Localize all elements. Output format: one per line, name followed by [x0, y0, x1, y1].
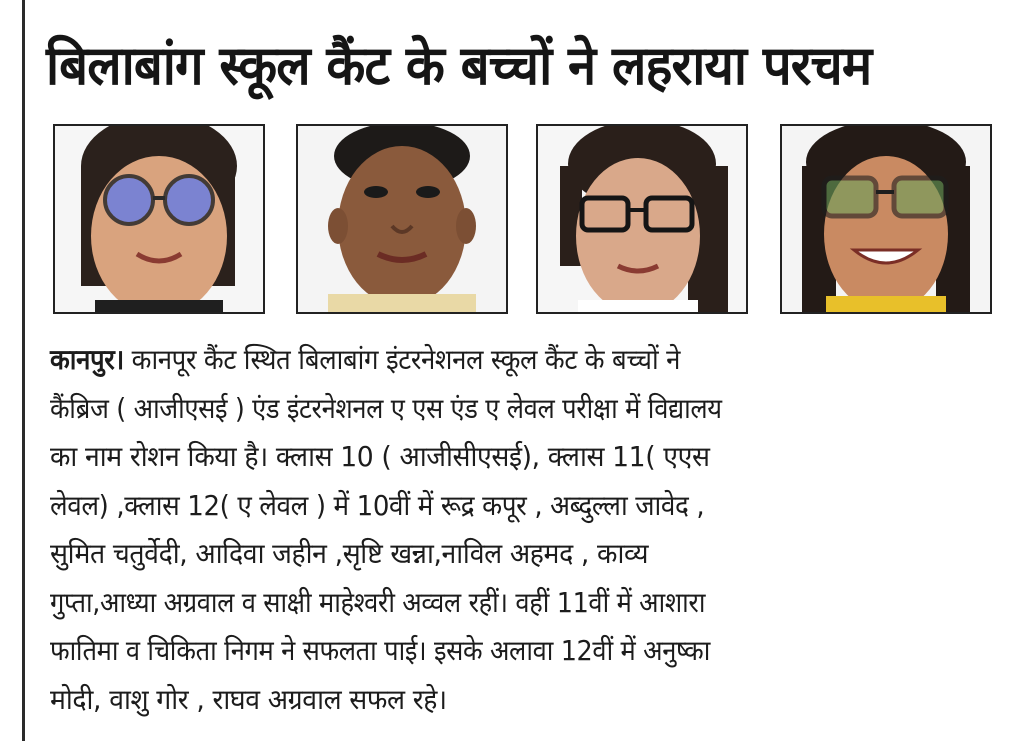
student-portrait-boy-icon: [298, 126, 506, 312]
article-line-1: [50, 336, 924, 385]
student-portrait-girl-glasses-icon: [55, 126, 263, 312]
cropped-next-text: [40, 735, 1000, 741]
student-photo-4: [780, 124, 992, 314]
student-photo-1: [53, 124, 265, 314]
student-portrait-girl-glasses-icon: [782, 126, 990, 312]
article-line-5: सुमित चतुर्वेदी, आदिवा जहीन ,सृष्टि खन्ना,नाविल अहमद , काव्य: [50, 537, 649, 570]
article-line-4: लेवल) ,क्लास 12( ए लेवल ) में 10वीं में रूद्र कपूर , अब्दुल्ला जावेद ,: [50, 488, 705, 522]
article-line-7: फातिमा व चिकिता निगम ने सफलता पाई। इसके अलावा 12वीं में अनुष्का: [50, 634, 710, 667]
article-text: कानपूर कैंट स्थित बिलाबांग इंटरनेशनल स्कूल कैंट के बच्चों ने: [123, 343, 681, 376]
dateline: कानपुर।: [50, 343, 124, 376]
cropped-previous-text: [60, 0, 600, 8]
article-line-2: कैंब्रिज ( आजीएसई ) एंड इंटरनेशनल ए एस एंड ए लेवल परीक्षा में विद्यालय: [50, 391, 722, 425]
article-body: [50, 336, 1000, 724]
column-rule: [22, 0, 25, 741]
article-line-3: का नाम रोशन किया है। क्लास 10 ( आजीसीएसई), क्लास 11( एएस: [50, 440, 710, 473]
article-line-6: गुप्ता,आध्या अग्रवाल व साक्षी माहेश्वरी अव्वल रहीं। वहीं 11वीं में आशारा: [50, 585, 706, 619]
headline: बिलाबांग स्कूल कैंट के बच्चों ने लहराया परचम: [46, 34, 872, 97]
article-line-8: मोदी, वाशु गोर , राघव अग्रवाल सफल रहे।: [50, 682, 447, 716]
student-portrait-girl-glasses-icon: [538, 126, 746, 312]
student-photos: [50, 124, 994, 316]
student-photo-3: [536, 124, 748, 314]
student-photo-2: [296, 124, 508, 314]
